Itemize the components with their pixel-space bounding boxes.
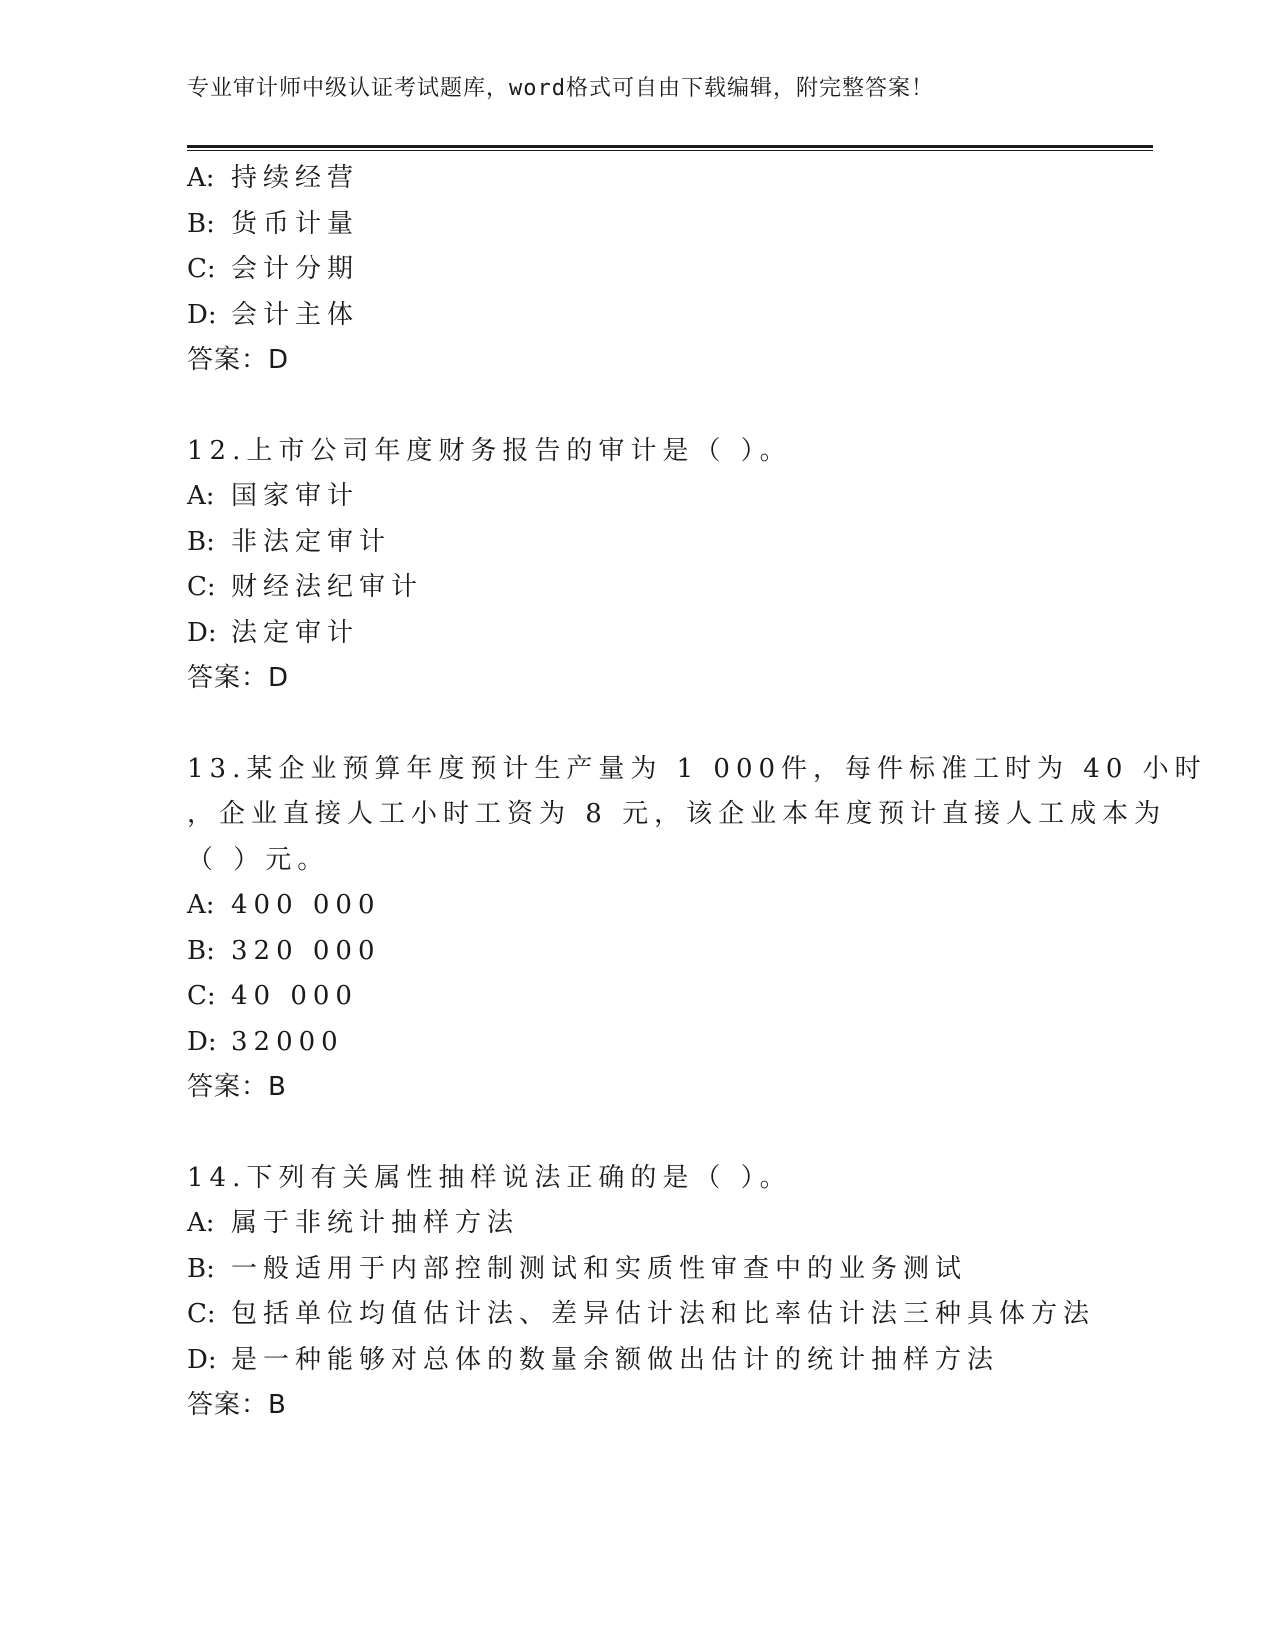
option-a: A: 国家审计	[187, 481, 360, 511]
option-b: B: 一般适用于内部控制测试和实质性审查中的业务测试	[187, 1253, 968, 1284]
option-b: B: 非法定审计	[187, 526, 392, 557]
option-b: B: 320 000	[187, 935, 381, 966]
answer: 答案：D	[187, 663, 290, 693]
header-rule-thin	[187, 150, 1153, 151]
spacer	[187, 702, 1087, 747]
page-header: 专业审计师中级认证考试题库，word格式可自由下载编辑，附完整答案！	[187, 76, 934, 101]
question-block	[187, 1156, 1096, 1429]
question-list	[187, 156, 1207, 1429]
option-a: A: 属于非统计抽样方法	[187, 1208, 520, 1238]
question-block	[187, 429, 1087, 702]
question-stem: 12.上市公司年度财务报告的审计是（ ）。	[187, 435, 792, 466]
option-c: C: 包括单位均值估计法、差异估计法和比率估计法三种具体方法	[187, 1299, 1096, 1329]
option-c: C: 财经法纪审计	[187, 572, 424, 602]
option-a: A: 400 000	[187, 890, 381, 920]
header-rule-thick	[187, 145, 1153, 148]
option-a: A: 持续经营	[187, 163, 360, 193]
question-block	[187, 156, 1087, 384]
answer: 答案：B	[187, 1072, 287, 1102]
option-d: D: 是一种能够对总体的数量余额做出估计的统计抽样方法	[187, 1344, 1000, 1375]
answer: 答案：B	[187, 1390, 287, 1420]
option-d: D: 法定审计	[187, 617, 360, 648]
option-c: C: 会计分期	[187, 254, 360, 284]
question-stem: ，企业直接人工小时工资为 8 元，该企业本年度预计直接人工成本为	[187, 799, 1167, 829]
spacer	[187, 1111, 1087, 1156]
question-block	[187, 747, 1207, 1111]
option-c: C: 40 000	[187, 981, 358, 1011]
question-stem: 14.下列有关属性抽样说法正确的是（ ）。	[187, 1162, 792, 1193]
option-d: D: 32000	[187, 1026, 344, 1057]
answer: 答案：D	[187, 345, 290, 375]
option-d: D: 会计主体	[187, 299, 360, 330]
option-b: B: 货币计量	[187, 208, 360, 239]
question-stem: 13.某企业预算年度预计生产量为 1 000件，每件标准工时为 40 小时	[187, 753, 1207, 784]
question-stem: （ ）元。	[187, 844, 330, 875]
spacer	[187, 384, 1087, 429]
